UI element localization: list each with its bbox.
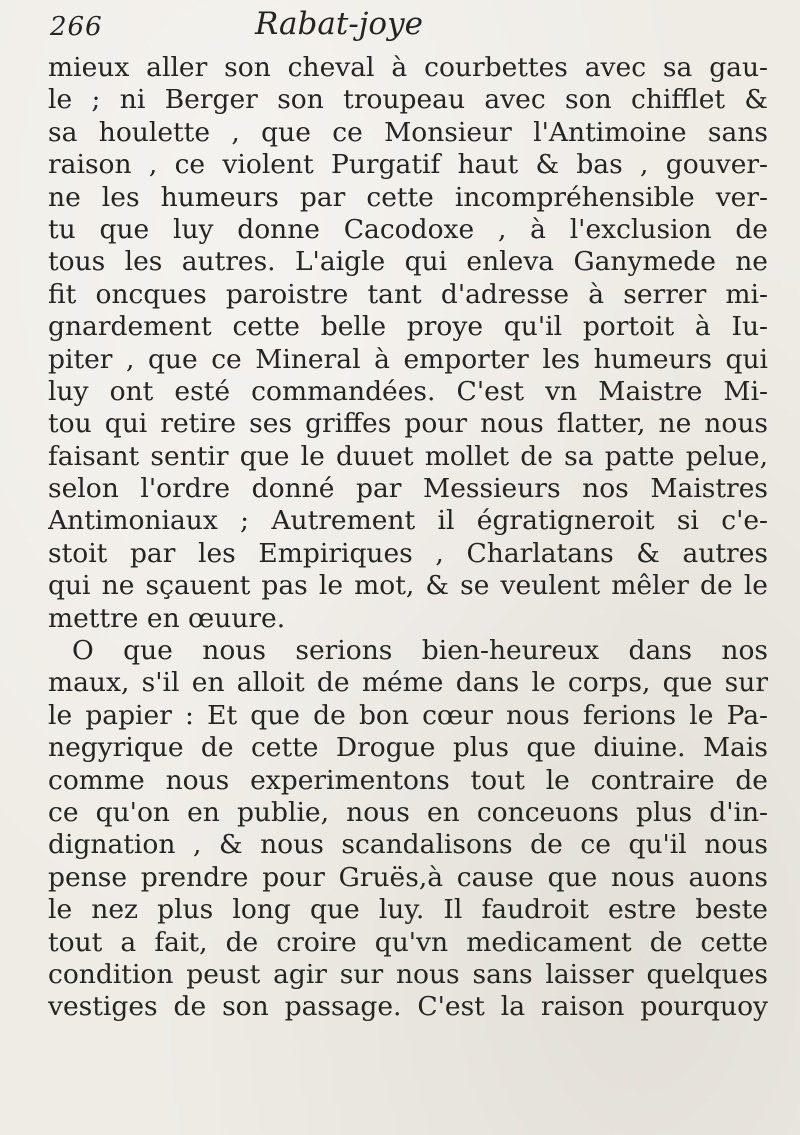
text-line: ce qu'on en publie, nous en conceuons plus d'in- <box>48 796 768 828</box>
text-line: sa houlette , que ce Monsieur l'Antimoine sans <box>48 116 768 148</box>
text-line: tous les autres. L'aigle qui enleva Ganymede ne <box>48 246 768 278</box>
text-line: fit oncques paroistre tant d'adresse à serrer mi- <box>48 278 768 310</box>
text-line: tout a fait, de croire qu'vn medicament de cette <box>48 926 768 958</box>
text-line: selon l'ordre donné par Messieurs nos Maistres <box>48 473 768 505</box>
body-text <box>48 52 768 1024</box>
text-line: dignation , & nous scandalisons de ce qu'il nous <box>48 829 768 861</box>
text-line: gnardement cette belle proye qu'il portoit à Iu- <box>48 311 768 343</box>
text-line: mieux aller son cheval à courbettes avec sa gau- <box>48 52 768 83</box>
text-line: maux, s'il en alloit de méme dans le corps, que sur <box>48 667 768 699</box>
text-line: vestiges de son passage. C'est la raison pourquoy <box>48 991 768 1023</box>
text-line: raison , ce violent Purgatif haut & bas , gouver- <box>48 149 768 181</box>
text-line: piter , que ce Mineral à emporter les humeurs qui <box>48 343 768 375</box>
text-line: le ; ni Berger son troupeau avec son chifflet & <box>48 84 768 116</box>
text-line: condition peust agir sur nous sans laisser quelques <box>48 958 768 990</box>
text-line: tu que luy donne Cacodoxe , à l'exclusion de <box>48 213 768 245</box>
running-title: Rabat-joye <box>255 6 423 42</box>
text-line: mettre en œuure. <box>48 602 286 634</box>
text-line: tou qui retire ses griffes pour nous flatter, ne nous <box>48 408 768 440</box>
text-line: faisant sentir que le duuet mollet de sa patte pelue, <box>48 440 768 472</box>
page-number: 266 <box>50 12 103 42</box>
text-line: comme nous experimentons tout le contraire de <box>48 764 768 796</box>
text-line: stoit par les Empiriques , Charlatans & autres <box>48 537 768 569</box>
text-line: Antimoniaux ; Autrement il égratigneroit si c'e- <box>48 505 768 537</box>
text-line: O que nous serions bien-heureux dans nos <box>72 635 768 667</box>
text-line: le papier : Et que de bon cœur nous ferions le Pa- <box>48 699 768 731</box>
page-header <box>50 4 770 48</box>
text-line: negyrique de cette Drogue plus que diuine. Mais <box>48 732 768 764</box>
text-line: luy ont esté commandées. C'est vn Maistre Mi- <box>48 375 768 407</box>
text-line: ne les humeurs par cette incompréhensible ver- <box>48 181 768 213</box>
text-line: pense prendre pour Gruës,à cause que nous auons <box>48 861 768 893</box>
text-line: qui ne sçauent pas le mot, & se veulent mêler de le <box>48 570 768 602</box>
text-line: le nez plus long que luy. Il faudroit estre beste <box>48 894 768 926</box>
